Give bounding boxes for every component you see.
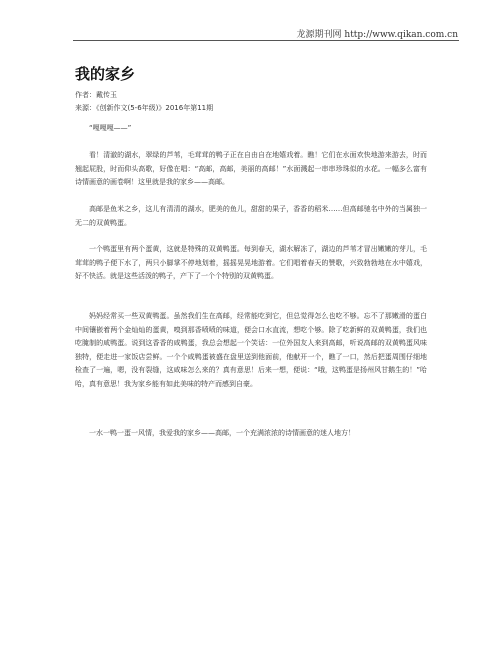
article-paragraph: 看！清澈的湖水，翠绿的芦苇，毛茸茸的鸭子正在自由自在地嬉戏着。瞧！它们在水面欢快地游来游去，时而翘起屁股，时而仰头高歌，好像在唱：“高邮，高邮，美丽的高邮！”水面溅起一串串珍珠似的水花。一幅多么富有诗情画意的画卷啊！这里就是我的家乡——高邮。 xyxy=(75,151,427,186)
article-author: 作者：戴传玉 xyxy=(75,91,117,99)
article-paragraph: 妈妈经常买一些双黄鸭蛋。虽然我们生在高邮，经常能吃到它，但总觉得怎么也吃不够。忘不了那嫩滑的蛋白中间镶嵌着两个金灿灿的蛋黄，嗅到那香喷喷的味道，便会口水直流，想吃个够。除了吃新鲜的双黄鸭蛋，我们也吃腌制的咸鸭蛋。说到这香香的咸鸭蛋，我总会想起一个笑话：一位外国友人来到高邮，听说高邮的双黄鸭蛋风味独特，便走进一家饭店尝鲜。一个个咸鸭蛋被盛在盘里送到他面前，他献开一个，瞧了一口，然后把蛋周围仔细地检查了一遍，嗯，没有裂缝，这咸味怎么来的？真有意思！后来一想，便说：“哦，这鸭蛋是扬州风甘鹅生的！”哈哈，真有意思！我为家乡能有如此美味的特产而感到自豪。 xyxy=(75,312,427,388)
header-site-link[interactable]: 龙源期刊网 http://www.qikan.com.cn xyxy=(296,30,458,40)
article-paragraph: 高邮是鱼米之乡，这儿有清清的湖水，肥美的鱼儿，甜甜的果子，香香的稻米……但高邮驰名中外的当属独一无二的双黄鸭蛋。 xyxy=(75,205,427,227)
article-paragraph: 一水一鸭一蛋一风情，我爱我的家乡——高邮，一个充满浓浓的诗情画意的迷人地方！ xyxy=(89,429,355,437)
header-divider xyxy=(73,40,459,41)
article-source: 来源：《创新作文(5-6年级)》2016年第11期 xyxy=(75,104,214,112)
article-title: 我的家乡 xyxy=(75,65,136,83)
article-paragraph: 一个鸭蛋里有两个蛋黄，这就是特殊的双黄鸭蛋。每到春天，湖水解冻了，湖边的芦苇才冒出嫩嫩的芽儿，毛茸茸的鸭子便下水了，两只小脚掌不停地划着，摇摇晃晃地游着。它们唱着春天的赞歌，兴致勃勃地在水中嬉戏，好不快活。就是这些活泼的鸭子，产下了一个个特别的双黄鸭蛋。 xyxy=(75,245,427,280)
article-paragraph: “嘎嘎嘎——” xyxy=(89,124,132,132)
